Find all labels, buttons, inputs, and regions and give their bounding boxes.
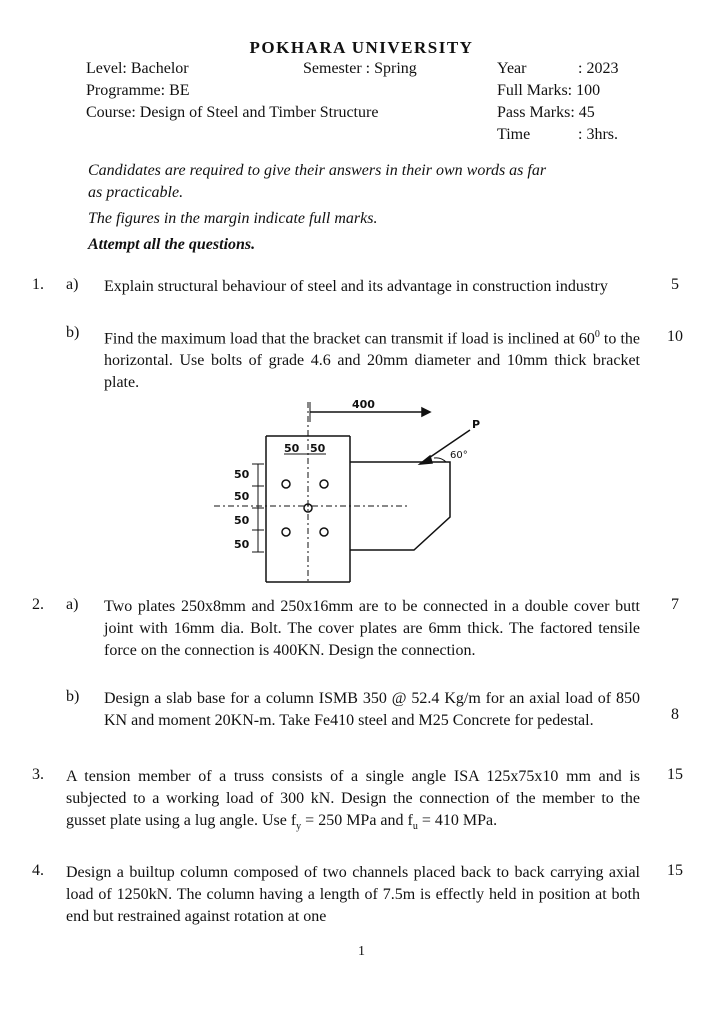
dimension-400: 400 [352, 398, 375, 411]
dimension-left-50-3: 50 [234, 514, 250, 527]
bolt [282, 480, 290, 488]
pass-marks: Pass Marks: 45 [497, 104, 595, 121]
time-value: : 3hrs. [578, 126, 618, 143]
question-1b-text: Find the maximum load that the bracket can transmit if load is inclined at $60^0$ to the horizontal. Use bolts of grade 4.6 and 20mm diameter and 10mm thick bracket plate. [104, 329, 641, 392]
year-label: Year [497, 60, 527, 77]
question-2-number: 2. [32, 596, 44, 613]
bracket-connection-figure [200, 392, 481, 588]
question-2b-label: b) [66, 688, 80, 705]
question-2a-label: a) [66, 596, 79, 613]
question-3-marks: 15 [667, 766, 683, 783]
question-1a-marks: 5 [671, 276, 679, 293]
dimension-left-50-1: 50 [234, 468, 250, 481]
instruction-line-1b: as practicable. [88, 184, 184, 201]
question-1b-marks: 10 [667, 328, 683, 345]
programme: Programme: BE [86, 82, 190, 99]
question-2a-text: Two plates 250x8mm and 250x16mm are to be connected in a double cover butt joint with 16mm dia. Bolt. The cover plates are 6mm thick. The factored tensile force on the connection is 400KN. Design the connection. [104, 598, 640, 659]
dimension-top-50a: 50 [284, 442, 300, 455]
question-1-number: 1. [32, 276, 44, 293]
bolt [320, 528, 328, 536]
level: Level: Bachelor [86, 60, 189, 77]
load-angle: 60° [450, 450, 468, 461]
page-number: 1 [358, 944, 365, 959]
dimension-top-50b: 50 [310, 442, 326, 455]
dimension-left-50-2: 50 [234, 490, 250, 503]
question-3-number: 3. [32, 766, 44, 783]
bolt [282, 528, 290, 536]
question-4-text: Design a builtup column composed of two channels placed back to back carrying axial load of 1250kN. The column having a length of 7.5m is effectly held in position at both end but restrained against rotation at one [66, 864, 640, 925]
question-2b-text: Design a slab base for a column ISMB 350 @ 52.4 Kg/m for an axial load of 850 KN and moment 20KN-m. Take Fe410 steel and M25 Concrete for pedestal. [104, 690, 640, 729]
question-3-text: A tension member of a truss consists of a single angle ISA 125x75x10 mm and is subjected to a working load of 300 kN. Design the connection of the member to the gusset plate using a lug angle. Use $f_y = 250$ MPa and $f_u = 410$ MPa. [66, 768, 640, 833]
question-4-number: 4. [32, 862, 44, 879]
bolt [320, 480, 328, 488]
question-2b-marks: 8 [671, 706, 679, 723]
year-value: : 2023 [578, 60, 619, 77]
question-1a-label: a) [66, 276, 79, 293]
course: Course: Design of Steel and Timber Structure [86, 104, 379, 121]
instruction-line-3: Attempt all the questions. [88, 236, 256, 253]
semester: Semester : Spring [303, 60, 417, 77]
full-marks: Full Marks: 100 [497, 82, 601, 99]
question-2a-marks: 7 [671, 596, 679, 613]
dimension-left-50-4: 50 [234, 538, 250, 551]
question-4-marks: 15 [667, 862, 683, 879]
load-label-p: P [472, 418, 481, 431]
university-title: POKHARA UNIVERSITY [249, 38, 474, 57]
instruction-line-2: The figures in the margin indicate full marks. [88, 210, 378, 227]
time-label: Time [497, 126, 531, 143]
question-1b-label: b) [66, 324, 80, 341]
instruction-line-1a: Candidates are required to give their answers in their own words as far [88, 162, 547, 179]
question-1a-text: Explain structural behaviour of steel and its advantage in construction industry [104, 278, 608, 295]
